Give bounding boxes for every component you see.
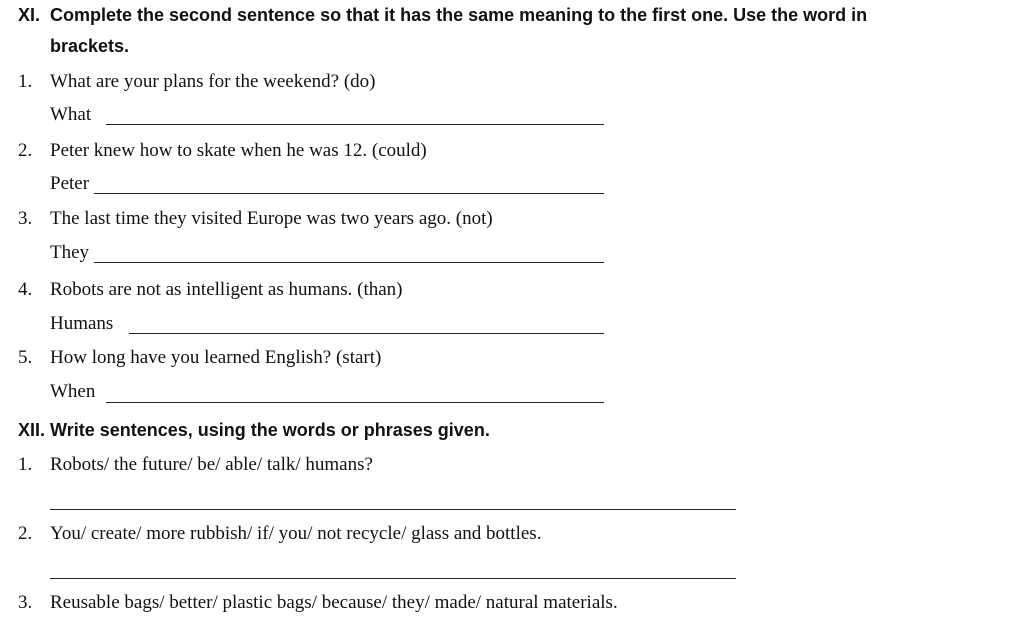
- section-xi-instruction-line2: brackets.: [50, 36, 130, 56]
- answer-prompt: Peter: [50, 173, 90, 194]
- answer-prompt: What: [50, 104, 92, 125]
- answer-prompt: When: [50, 381, 96, 402]
- answer-line[interactable]: [106, 402, 604, 403]
- section-xii-heading: [18, 415, 490, 445]
- section-xi-label: XI.: [18, 5, 41, 25]
- section-xii-label: XII.: [18, 420, 46, 440]
- question-sentence: How long have you learned English? (start): [50, 347, 382, 368]
- section-xi-instruction-line1: Complete the second sentence so that it has the same meaning to the first one. Use the word in: [50, 5, 868, 25]
- item-number: 3.: [18, 592, 33, 613]
- item-number: 2.: [18, 523, 33, 544]
- question-sentence: Robots are not as intelligent as humans. (than): [50, 279, 403, 300]
- item-number: 4.: [18, 279, 33, 300]
- item-number: 3.: [18, 208, 33, 229]
- item-number: 5.: [18, 347, 33, 368]
- question-sentence: You/ create/ more rubbish/ if/ you/ not recycle/ glass and bottles.: [50, 523, 542, 544]
- question-sentence: Peter knew how to skate when he was 12. (could): [50, 140, 427, 161]
- question-sentence: Robots/ the future/ be/ able/ talk/ humans?: [50, 454, 373, 475]
- answer-line[interactable]: [50, 578, 736, 579]
- item-number: 1.: [18, 454, 33, 475]
- answer-prompt: Humans: [50, 313, 114, 334]
- section-xii-instruction: Write sentences, using the words or phrases given.: [50, 420, 490, 440]
- answer-line[interactable]: [129, 333, 604, 334]
- answer-line[interactable]: [94, 262, 604, 263]
- item-number: 2.: [18, 140, 33, 161]
- question-sentence: Reusable bags/ better/ plastic bags/ because/ they/ made/ natural materials.: [50, 592, 618, 613]
- answer-line[interactable]: [94, 193, 604, 194]
- item-number: 1.: [18, 71, 33, 92]
- question-sentence: The last time they visited Europe was two years ago. (not): [50, 208, 493, 229]
- answer-line[interactable]: [106, 124, 604, 125]
- question-sentence: What are your plans for the weekend? (do): [50, 71, 376, 92]
- section-xi-heading: [18, 0, 867, 30]
- answer-prompt: They: [50, 242, 90, 263]
- answer-line[interactable]: [50, 509, 736, 510]
